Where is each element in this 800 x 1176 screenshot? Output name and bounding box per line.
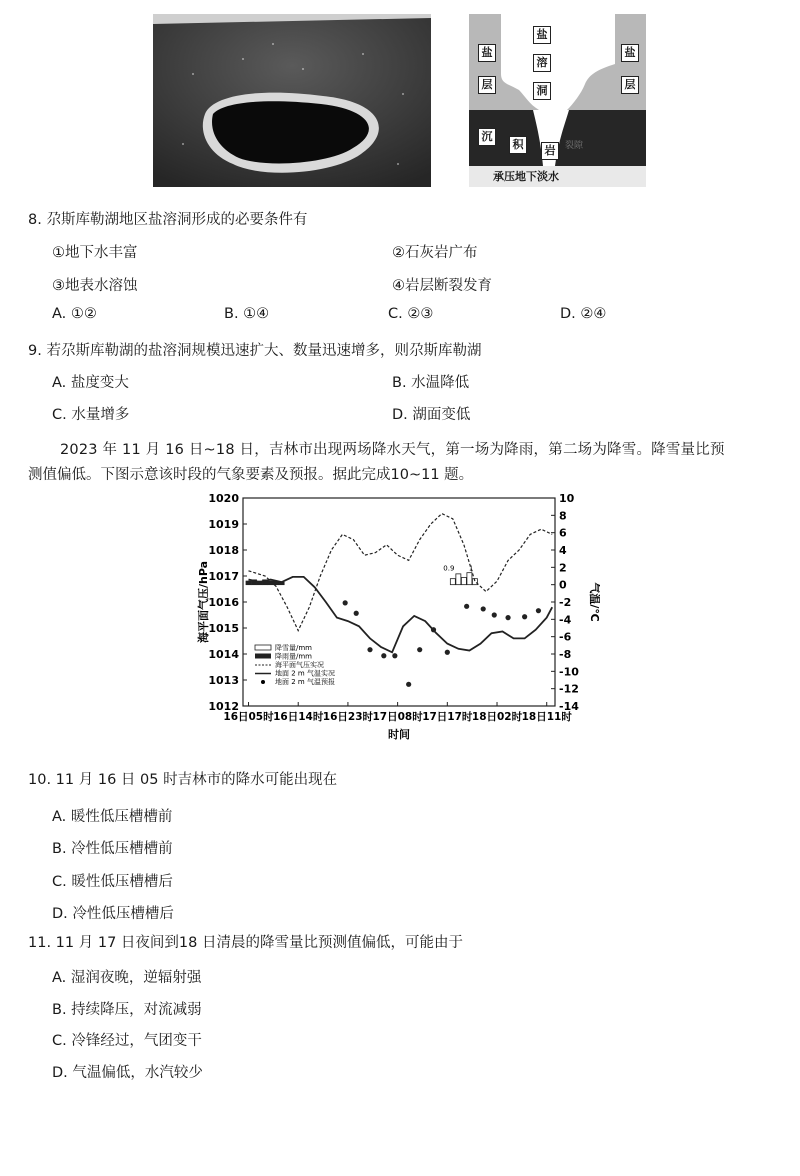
y-right-tick-label: -8: [559, 648, 572, 661]
y-right-tick-label: -12: [559, 682, 579, 696]
y-right-tick-label: 4: [559, 544, 567, 557]
rain-bar: [246, 581, 251, 585]
diagram-label: 积: [509, 136, 527, 154]
q11-option-b[interactable]: B. 持续降压，对流减弱: [52, 1002, 202, 1018]
q8-option-a[interactable]: A. ①②: [52, 306, 97, 322]
y-right-tick-label: -14: [559, 700, 579, 713]
x-tick-label: 16日05时: [223, 711, 274, 723]
y-left-axis-label: 海平面气压/hPa: [197, 560, 210, 644]
y-right-tick-label: 2: [559, 561, 567, 575]
x-axis-label: 时间: [388, 728, 410, 741]
y-right-tick-label: 8: [559, 509, 567, 523]
q10-stem: 10. 11 月 16 日 05 时吉林市的降水可能出现在: [28, 772, 338, 788]
forecast-point: [481, 606, 486, 611]
y-left-tick-label: 1016: [208, 596, 239, 609]
forecast-point: [536, 608, 541, 613]
legend-label: 降雪量/mm: [275, 644, 312, 652]
q9-option-c[interactable]: C. 水量增多: [52, 407, 130, 423]
y-left-tick-label: 1020: [208, 492, 239, 505]
forecast-point: [522, 614, 527, 619]
salt-cave-photo: [153, 14, 431, 187]
y-right-tick-label: -4: [559, 613, 572, 627]
q10-option-d[interactable]: D. 冷性低压槽槽后: [52, 906, 174, 922]
x-tick-label: 17日08时: [372, 711, 423, 723]
y-right-tick-label: -6: [559, 630, 572, 644]
diagram-label: 沉: [478, 128, 496, 146]
diagram-label: 岩: [541, 142, 559, 160]
q9-option-d[interactable]: D. 湖面变低: [392, 407, 471, 423]
forecast-point: [505, 615, 510, 620]
diagram-label: 层: [478, 76, 496, 94]
legend-swatch-rain: [255, 654, 271, 659]
forecast-point: [445, 650, 450, 655]
y-right-axis-label: 气温/℃: [588, 582, 600, 622]
q11-option-a[interactable]: A. 湿润夜晚，逆辐射强: [52, 970, 202, 986]
diagram-label: 盐: [621, 44, 639, 62]
q9-stem: 9. 若尕斯库勒湖的盐溶洞规模迅速扩大、数量迅速增多，则尕斯库勒湖: [28, 343, 482, 359]
q8-stem: 8. 尕斯库勒湖地区盐溶洞形成的必要条件有: [28, 212, 308, 228]
forecast-point: [381, 653, 386, 658]
legend-label: 海平面气压实况: [275, 661, 324, 669]
weather-chart: [195, 488, 600, 756]
q9-option-b[interactable]: B. 水温降低: [392, 375, 470, 391]
q11-stem: 11. 11 月 17 日夜间到18 日清晨的降雪量比预测值偏低，可能由于: [28, 935, 463, 951]
x-tick-label: 18日11时: [521, 711, 572, 723]
snow-bar-label: 1: [468, 564, 474, 573]
diagram-label: 溶: [533, 54, 551, 72]
y-right-tick-label: 6: [559, 526, 567, 540]
legend-swatch-forecast: [261, 680, 265, 684]
diagram-label: 洞: [533, 82, 551, 100]
snow-bar: [456, 574, 461, 585]
temperature-line: [249, 577, 553, 652]
snow-bar-label: 0.9: [443, 564, 455, 573]
y-right-tick-label: -10: [559, 665, 579, 679]
pressure-line: [249, 514, 553, 631]
q8-option-c[interactable]: C. ②③: [388, 306, 434, 322]
legend-swatch-snow: [255, 645, 271, 650]
forecast-point: [464, 604, 469, 609]
diagram-label: 盐: [478, 44, 496, 62]
y-left-tick-label: 1015: [208, 622, 239, 635]
forecast-point: [417, 647, 422, 652]
forecast-point: [492, 612, 497, 617]
legend-label: 地面 2 m 气温预报: [275, 678, 335, 686]
y-left-tick-label: 1013: [208, 674, 239, 687]
q11-option-d[interactable]: D. 气温偏低，水汽较少: [52, 1065, 203, 1081]
q8-statement-4: ④岩层断裂发育: [392, 278, 492, 294]
q8-statement-2: ②石灰岩广布: [392, 245, 478, 261]
legend-label: 地面 2 m 气温实况: [275, 669, 335, 678]
q9-option-a[interactable]: A. 盐度变大: [52, 375, 129, 391]
forecast-point: [406, 682, 411, 687]
diagram-label: 层: [621, 76, 639, 94]
q10-option-a[interactable]: A. 暖性低压槽槽前: [52, 809, 173, 825]
q10-option-b[interactable]: B. 冷性低压槽槽前: [52, 841, 173, 857]
intro-line-1: 2023 年 11 月 16 日~18 日，吉林市出现两场降水天气，第一场为降雨，第二场为降雪。降雪量比预: [60, 442, 725, 458]
y-left-tick-label: 1014: [208, 648, 239, 661]
diagram-bottom-label: 承压地下淡水: [469, 166, 646, 187]
intro-line-2: 测值偏低。下图示意该时段的气象要素及预报。据此完成10~11 题。: [28, 467, 474, 483]
q8-statement-3: ③地表水溶蚀: [52, 278, 138, 294]
y-right-tick-label: 10: [559, 492, 575, 505]
y-left-tick-label: 1017: [208, 570, 239, 583]
diagram-label: 盐: [533, 26, 551, 44]
y-right-tick-label: 0: [559, 578, 567, 592]
forecast-point: [392, 653, 397, 658]
y-right-tick-label: -2: [559, 596, 572, 609]
x-tick-label: 16日14时: [273, 711, 324, 723]
salt-cave-diagram: [469, 14, 646, 187]
snow-bar: [461, 577, 466, 584]
q8-statement-1: ①地下水丰富: [52, 245, 138, 261]
y-left-tick-label: 1012: [208, 700, 239, 713]
forecast-point: [343, 600, 348, 605]
q11-option-c[interactable]: C. 冷锋经过，气团变干: [52, 1033, 202, 1049]
diagram-label: 裂隙: [565, 141, 584, 151]
q10-option-c[interactable]: C. 暖性低压槽槽后: [52, 874, 173, 890]
forecast-point: [431, 627, 436, 632]
snow-bar: [450, 579, 455, 585]
x-tick-label: 16日23时: [322, 711, 374, 723]
forecast-point: [354, 611, 359, 616]
q8-option-d[interactable]: D. ②④: [560, 306, 607, 322]
y-left-tick-label: 1019: [208, 518, 239, 531]
x-tick-label: 18日02时: [471, 711, 523, 723]
legend-label: 降雨量/mm: [275, 652, 312, 661]
snow-bar: [467, 573, 472, 585]
forecast-point: [367, 647, 372, 652]
x-tick-label: 17日17时: [422, 711, 473, 723]
y-left-tick-label: 1018: [208, 544, 239, 557]
q8-option-b[interactable]: B. ①④: [224, 306, 270, 322]
